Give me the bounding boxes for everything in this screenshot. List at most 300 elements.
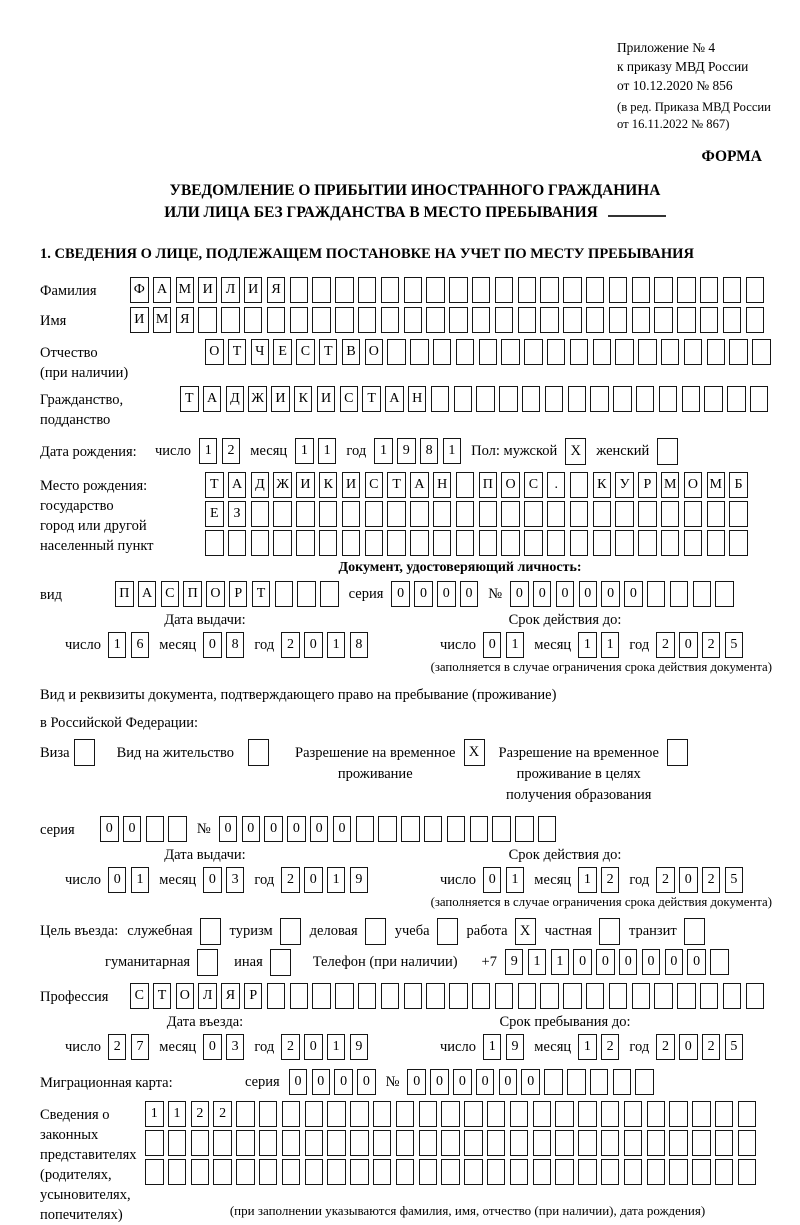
form-cell[interactable]: С <box>130 983 149 1009</box>
form-cell[interactable]: 1 <box>374 438 393 464</box>
form-cell[interactable]: Е <box>273 339 292 365</box>
form-cell[interactable]: М <box>153 307 172 333</box>
form-cell[interactable] <box>729 339 748 365</box>
form-cell[interactable] <box>750 386 769 412</box>
form-cell[interactable]: Т <box>387 472 406 498</box>
form-cell[interactable]: 9 <box>505 949 524 975</box>
form-cell[interactable]: И <box>296 472 315 498</box>
form-cell[interactable]: 0 <box>333 816 352 842</box>
sex-male-checkbox[interactable]: X <box>565 438 586 465</box>
form-cell[interactable]: 2 <box>222 438 241 464</box>
form-cell[interactable] <box>387 530 406 556</box>
form-cell[interactable]: 0 <box>460 581 479 607</box>
form-cell[interactable] <box>456 530 475 556</box>
form-cell[interactable] <box>704 386 723 412</box>
form-cell[interactable] <box>586 277 605 303</box>
form-cell[interactable]: 0 <box>573 949 592 975</box>
form-cell[interactable] <box>410 339 429 365</box>
form-cell[interactable] <box>518 983 537 1009</box>
form-cell[interactable] <box>533 1130 552 1156</box>
form-cell[interactable] <box>540 983 559 1009</box>
form-cell[interactable] <box>426 277 445 303</box>
form-cell[interactable] <box>358 277 377 303</box>
form-cell[interactable] <box>632 983 651 1009</box>
form-cell[interactable] <box>312 277 331 303</box>
form-cell[interactable]: Р <box>244 983 263 1009</box>
form-cell[interactable] <box>350 1130 369 1156</box>
form-cell[interactable] <box>540 277 559 303</box>
form-cell[interactable] <box>647 581 666 607</box>
form-cell[interactable] <box>501 339 520 365</box>
form-cell[interactable]: 1 <box>199 438 218 464</box>
form-cell[interactable]: 2 <box>656 632 675 658</box>
form-cell[interactable] <box>236 1130 255 1156</box>
form-cell[interactable] <box>632 277 651 303</box>
form-cell[interactable] <box>387 501 406 527</box>
form-cell[interactable] <box>464 1130 483 1156</box>
form-cell[interactable]: 0 <box>556 581 575 607</box>
form-cell[interactable] <box>624 1101 643 1127</box>
form-cell[interactable]: . <box>547 472 566 498</box>
form-cell[interactable] <box>454 386 473 412</box>
form-cell[interactable]: А <box>385 386 404 412</box>
form-cell[interactable]: В <box>342 339 361 365</box>
form-cell[interactable] <box>570 339 589 365</box>
form-cell[interactable]: И <box>198 277 217 303</box>
form-cell[interactable] <box>723 277 742 303</box>
form-cell[interactable] <box>378 816 397 842</box>
form-cell[interactable] <box>381 983 400 1009</box>
form-cell[interactable] <box>387 339 406 365</box>
form-cell[interactable] <box>290 277 309 303</box>
form-cell[interactable] <box>251 501 270 527</box>
form-cell[interactable]: 2 <box>601 1034 620 1060</box>
form-cell[interactable]: 9 <box>350 867 369 893</box>
form-cell[interactable]: 1 <box>601 632 620 658</box>
form-cell[interactable]: 0 <box>619 949 638 975</box>
form-cell[interactable]: Т <box>153 983 172 1009</box>
form-cell[interactable] <box>540 307 559 333</box>
form-cell[interactable] <box>495 277 514 303</box>
form-cell[interactable] <box>433 339 452 365</box>
sex-female-checkbox[interactable] <box>657 438 678 465</box>
form-cell[interactable] <box>570 501 589 527</box>
form-cell[interactable] <box>365 501 384 527</box>
form-cell[interactable] <box>273 530 292 556</box>
form-cell[interactable] <box>251 530 270 556</box>
form-cell[interactable] <box>515 816 534 842</box>
form-cell[interactable]: 1 <box>483 1034 502 1060</box>
form-cell[interactable]: 0 <box>453 1069 472 1095</box>
form-cell[interactable] <box>609 307 628 333</box>
form-cell[interactable]: 9 <box>397 438 416 464</box>
form-cell[interactable] <box>290 307 309 333</box>
form-cell[interactable] <box>677 307 696 333</box>
form-cell[interactable]: А <box>228 472 247 498</box>
form-cell[interactable] <box>723 983 742 1009</box>
form-cell[interactable] <box>358 983 377 1009</box>
form-cell[interactable] <box>501 501 520 527</box>
form-cell[interactable] <box>654 277 673 303</box>
form-cell[interactable] <box>682 386 701 412</box>
form-cell[interactable] <box>586 307 605 333</box>
form-cell[interactable] <box>404 983 423 1009</box>
form-cell[interactable] <box>518 307 537 333</box>
form-cell[interactable] <box>456 472 475 498</box>
form-cell[interactable] <box>684 339 703 365</box>
form-cell[interactable] <box>613 1069 632 1095</box>
form-cell[interactable]: Т <box>362 386 381 412</box>
form-cell[interactable] <box>615 530 634 556</box>
form-cell[interactable] <box>456 339 475 365</box>
form-cell[interactable] <box>433 501 452 527</box>
form-cell[interactable] <box>590 386 609 412</box>
form-cell[interactable] <box>700 277 719 303</box>
form-cell[interactable]: А <box>138 581 157 607</box>
form-cell[interactable] <box>510 1130 529 1156</box>
form-cell[interactable] <box>487 1130 506 1156</box>
form-cell[interactable] <box>350 1101 369 1127</box>
visa-checkbox[interactable] <box>74 739 95 766</box>
form-cell[interactable]: 2 <box>601 867 620 893</box>
form-cell[interactable] <box>282 1130 301 1156</box>
form-cell[interactable]: 8 <box>420 438 439 464</box>
form-cell[interactable]: 0 <box>334 1069 353 1095</box>
form-cell[interactable] <box>547 530 566 556</box>
form-cell[interactable]: И <box>244 277 263 303</box>
form-cell[interactable] <box>275 581 294 607</box>
official-checkbox[interactable] <box>200 918 221 945</box>
form-cell[interactable] <box>342 501 361 527</box>
form-cell[interactable]: З <box>228 501 247 527</box>
form-cell[interactable]: 2 <box>191 1101 210 1127</box>
form-cell[interactable] <box>342 530 361 556</box>
form-cell[interactable] <box>723 307 742 333</box>
form-cell[interactable]: 0 <box>679 632 698 658</box>
form-cell[interactable] <box>296 530 315 556</box>
form-cell[interactable] <box>593 339 612 365</box>
form-cell[interactable] <box>707 530 726 556</box>
form-cell[interactable] <box>632 307 651 333</box>
form-cell[interactable]: 2 <box>656 1034 675 1060</box>
form-cell[interactable]: 0 <box>100 816 119 842</box>
form-cell[interactable] <box>654 307 673 333</box>
form-cell[interactable]: 1 <box>108 632 127 658</box>
form-cell[interactable] <box>746 307 765 333</box>
form-cell[interactable]: 0 <box>312 1069 331 1095</box>
form-cell[interactable] <box>499 386 518 412</box>
form-cell[interactable]: 8 <box>226 632 245 658</box>
form-cell[interactable] <box>495 307 514 333</box>
form-cell[interactable]: 0 <box>624 581 643 607</box>
form-cell[interactable]: 0 <box>499 1069 518 1095</box>
form-cell[interactable]: Л <box>221 277 240 303</box>
form-cell[interactable] <box>669 1130 688 1156</box>
form-cell[interactable] <box>396 1101 415 1127</box>
form-cell[interactable]: 2 <box>702 867 721 893</box>
form-cell[interactable] <box>449 983 468 1009</box>
form-cell[interactable] <box>356 816 375 842</box>
form-cell[interactable] <box>746 277 765 303</box>
form-cell[interactable] <box>563 277 582 303</box>
form-cell[interactable]: 2 <box>213 1101 232 1127</box>
form-cell[interactable] <box>492 816 511 842</box>
form-cell[interactable]: 1 <box>551 949 570 975</box>
form-cell[interactable] <box>464 1101 483 1127</box>
form-cell[interactable] <box>305 1101 324 1127</box>
form-cell[interactable]: 7 <box>131 1034 150 1060</box>
form-cell[interactable]: 1 <box>327 1034 346 1060</box>
form-cell[interactable] <box>661 339 680 365</box>
form-cell[interactable] <box>524 501 543 527</box>
form-cell[interactable]: С <box>296 339 315 365</box>
form-cell[interactable]: 0 <box>264 816 283 842</box>
form-cell[interactable] <box>373 1101 392 1127</box>
form-cell[interactable] <box>145 1130 164 1156</box>
form-cell[interactable]: 2 <box>656 867 675 893</box>
form-cell[interactable]: 9 <box>506 1034 525 1060</box>
form-cell[interactable] <box>669 1101 688 1127</box>
form-cell[interactable]: 1 <box>145 1101 164 1127</box>
form-cell[interactable] <box>609 983 628 1009</box>
form-cell[interactable] <box>267 307 286 333</box>
form-cell[interactable]: 0 <box>679 1034 698 1060</box>
form-cell[interactable]: 1 <box>578 632 597 658</box>
form-cell[interactable] <box>715 1130 734 1156</box>
form-cell[interactable] <box>563 983 582 1009</box>
form-cell[interactable]: 5 <box>725 867 744 893</box>
form-cell[interactable]: 6 <box>131 632 150 658</box>
form-cell[interactable] <box>273 501 292 527</box>
form-cell[interactable] <box>578 1101 597 1127</box>
form-cell[interactable] <box>545 386 564 412</box>
form-cell[interactable] <box>479 501 498 527</box>
form-cell[interactable]: 0 <box>679 867 698 893</box>
form-cell[interactable] <box>615 501 634 527</box>
form-cell[interactable] <box>449 277 468 303</box>
form-cell[interactable] <box>700 307 719 333</box>
form-cell[interactable] <box>638 501 657 527</box>
form-cell[interactable]: 0 <box>357 1069 376 1095</box>
form-cell[interactable] <box>661 530 680 556</box>
form-cell[interactable] <box>693 581 712 607</box>
form-cell[interactable]: 1 <box>168 1101 187 1127</box>
form-cell[interactable]: 0 <box>123 816 142 842</box>
form-cell[interactable] <box>168 1130 187 1156</box>
form-cell[interactable] <box>707 501 726 527</box>
form-cell[interactable]: Т <box>205 472 224 498</box>
form-cell[interactable] <box>659 386 678 412</box>
form-cell[interactable] <box>522 386 541 412</box>
form-cell[interactable]: С <box>340 386 359 412</box>
form-cell[interactable] <box>259 1130 278 1156</box>
form-cell[interactable] <box>578 1130 597 1156</box>
form-cell[interactable]: 0 <box>407 1069 426 1095</box>
form-cell[interactable] <box>244 307 263 333</box>
form-cell[interactable] <box>426 307 445 333</box>
form-cell[interactable]: И <box>342 472 361 498</box>
form-cell[interactable]: М <box>661 472 680 498</box>
form-cell[interactable] <box>677 983 696 1009</box>
form-cell[interactable]: 2 <box>108 1034 127 1060</box>
form-cell[interactable] <box>319 530 338 556</box>
form-cell[interactable] <box>533 1101 552 1127</box>
form-cell[interactable] <box>410 530 429 556</box>
form-cell[interactable] <box>198 307 217 333</box>
form-cell[interactable]: 5 <box>725 1034 744 1060</box>
form-cell[interactable]: 0 <box>391 581 410 607</box>
form-cell[interactable] <box>615 339 634 365</box>
form-cell[interactable] <box>544 1069 563 1095</box>
other-checkbox[interactable] <box>270 949 291 976</box>
form-cell[interactable] <box>567 1069 586 1095</box>
form-cell[interactable] <box>335 307 354 333</box>
form-cell[interactable]: М <box>176 277 195 303</box>
form-cell[interactable]: 9 <box>350 1034 369 1060</box>
form-cell[interactable] <box>327 1130 346 1156</box>
form-cell[interactable]: 0 <box>304 632 323 658</box>
form-cell[interactable]: П <box>183 581 202 607</box>
tourism-checkbox[interactable] <box>280 918 301 945</box>
form-cell[interactable] <box>738 1101 757 1127</box>
form-cell[interactable]: 1 <box>578 1034 597 1060</box>
form-cell[interactable]: 0 <box>437 581 456 607</box>
form-cell[interactable] <box>259 1101 278 1127</box>
form-cell[interactable] <box>555 1130 574 1156</box>
form-cell[interactable]: 2 <box>702 1034 721 1060</box>
form-cell[interactable]: 8 <box>350 632 369 658</box>
form-cell[interactable]: 0 <box>203 1034 222 1060</box>
form-cell[interactable]: 1 <box>443 438 462 464</box>
form-cell[interactable] <box>563 307 582 333</box>
form-cell[interactable] <box>431 386 450 412</box>
form-cell[interactable] <box>609 277 628 303</box>
form-cell[interactable] <box>221 307 240 333</box>
form-cell[interactable] <box>501 530 520 556</box>
form-cell[interactable] <box>297 581 316 607</box>
form-cell[interactable]: 0 <box>304 867 323 893</box>
form-cell[interactable] <box>401 816 420 842</box>
form-cell[interactable] <box>146 816 165 842</box>
form-cell[interactable]: К <box>319 472 338 498</box>
form-cell[interactable] <box>358 307 377 333</box>
form-cell[interactable]: О <box>206 581 225 607</box>
form-cell[interactable] <box>692 1130 711 1156</box>
form-cell[interactable]: 1 <box>295 438 314 464</box>
form-cell[interactable]: 0 <box>510 581 529 607</box>
form-cell[interactable] <box>479 530 498 556</box>
form-cell[interactable] <box>191 1130 210 1156</box>
form-cell[interactable] <box>661 501 680 527</box>
form-cell[interactable]: Я <box>176 307 195 333</box>
form-cell[interactable]: Ж <box>273 472 292 498</box>
form-cell[interactable] <box>647 1101 666 1127</box>
form-cell[interactable] <box>205 530 224 556</box>
form-cell[interactable]: 0 <box>289 1069 308 1095</box>
temp-residence-checkbox[interactable]: X <box>464 739 485 766</box>
form-cell[interactable] <box>487 1101 506 1127</box>
form-cell[interactable] <box>593 501 612 527</box>
form-cell[interactable] <box>729 530 748 556</box>
form-cell[interactable]: 0 <box>310 816 329 842</box>
form-cell[interactable]: Я <box>267 277 286 303</box>
form-cell[interactable] <box>727 386 746 412</box>
form-cell[interactable] <box>707 339 726 365</box>
form-cell[interactable] <box>593 530 612 556</box>
form-cell[interactable]: 0 <box>242 816 261 842</box>
form-cell[interactable]: Н <box>408 386 427 412</box>
form-cell[interactable] <box>495 983 514 1009</box>
form-cell[interactable]: Л <box>198 983 217 1009</box>
form-cell[interactable] <box>638 530 657 556</box>
form-cell[interactable]: Т <box>228 339 247 365</box>
form-cell[interactable] <box>335 277 354 303</box>
form-cell[interactable] <box>410 501 429 527</box>
form-cell[interactable]: 0 <box>596 949 615 975</box>
form-cell[interactable] <box>396 1130 415 1156</box>
form-cell[interactable]: К <box>294 386 313 412</box>
form-cell[interactable] <box>472 277 491 303</box>
form-cell[interactable] <box>654 983 673 1009</box>
form-cell[interactable] <box>296 501 315 527</box>
form-cell[interactable]: С <box>524 472 543 498</box>
form-cell[interactable] <box>638 339 657 365</box>
form-cell[interactable] <box>677 277 696 303</box>
form-cell[interactable]: Р <box>638 472 657 498</box>
form-cell[interactable]: И <box>317 386 336 412</box>
form-cell[interactable] <box>456 501 475 527</box>
form-cell[interactable] <box>373 1130 392 1156</box>
form-cell[interactable] <box>636 386 655 412</box>
form-cell[interactable]: Ж <box>248 386 267 412</box>
form-cell[interactable] <box>449 307 468 333</box>
form-cell[interactable] <box>419 1130 438 1156</box>
form-cell[interactable] <box>404 307 423 333</box>
form-cell[interactable] <box>746 983 765 1009</box>
form-cell[interactable] <box>601 1101 620 1127</box>
form-cell[interactable] <box>472 307 491 333</box>
form-cell[interactable]: С <box>161 581 180 607</box>
form-cell[interactable] <box>236 1101 255 1127</box>
form-cell[interactable]: И <box>271 386 290 412</box>
form-cell[interactable] <box>327 1101 346 1127</box>
form-cell[interactable]: 0 <box>579 581 598 607</box>
form-cell[interactable]: Б <box>729 472 748 498</box>
form-cell[interactable]: 1 <box>506 867 525 893</box>
form-cell[interactable] <box>305 1130 324 1156</box>
form-cell[interactable] <box>447 816 466 842</box>
form-cell[interactable]: 2 <box>702 632 721 658</box>
form-cell[interactable]: 0 <box>287 816 306 842</box>
form-cell[interactable]: 0 <box>203 632 222 658</box>
form-cell[interactable] <box>168 816 187 842</box>
form-cell[interactable]: 0 <box>687 949 706 975</box>
form-cell[interactable]: А <box>153 277 172 303</box>
form-cell[interactable] <box>729 501 748 527</box>
form-cell[interactable]: У <box>615 472 634 498</box>
form-cell[interactable]: 3 <box>226 867 245 893</box>
form-cell[interactable]: 0 <box>414 581 433 607</box>
form-cell[interactable]: 0 <box>483 632 502 658</box>
form-cell[interactable]: 0 <box>483 867 502 893</box>
form-cell[interactable] <box>228 530 247 556</box>
temp-residence-education-checkbox[interactable] <box>667 739 688 766</box>
form-cell[interactable] <box>335 983 354 1009</box>
form-cell[interactable]: Д <box>226 386 245 412</box>
form-cell[interactable]: О <box>176 983 195 1009</box>
form-cell[interactable] <box>684 530 703 556</box>
form-cell[interactable] <box>568 386 587 412</box>
